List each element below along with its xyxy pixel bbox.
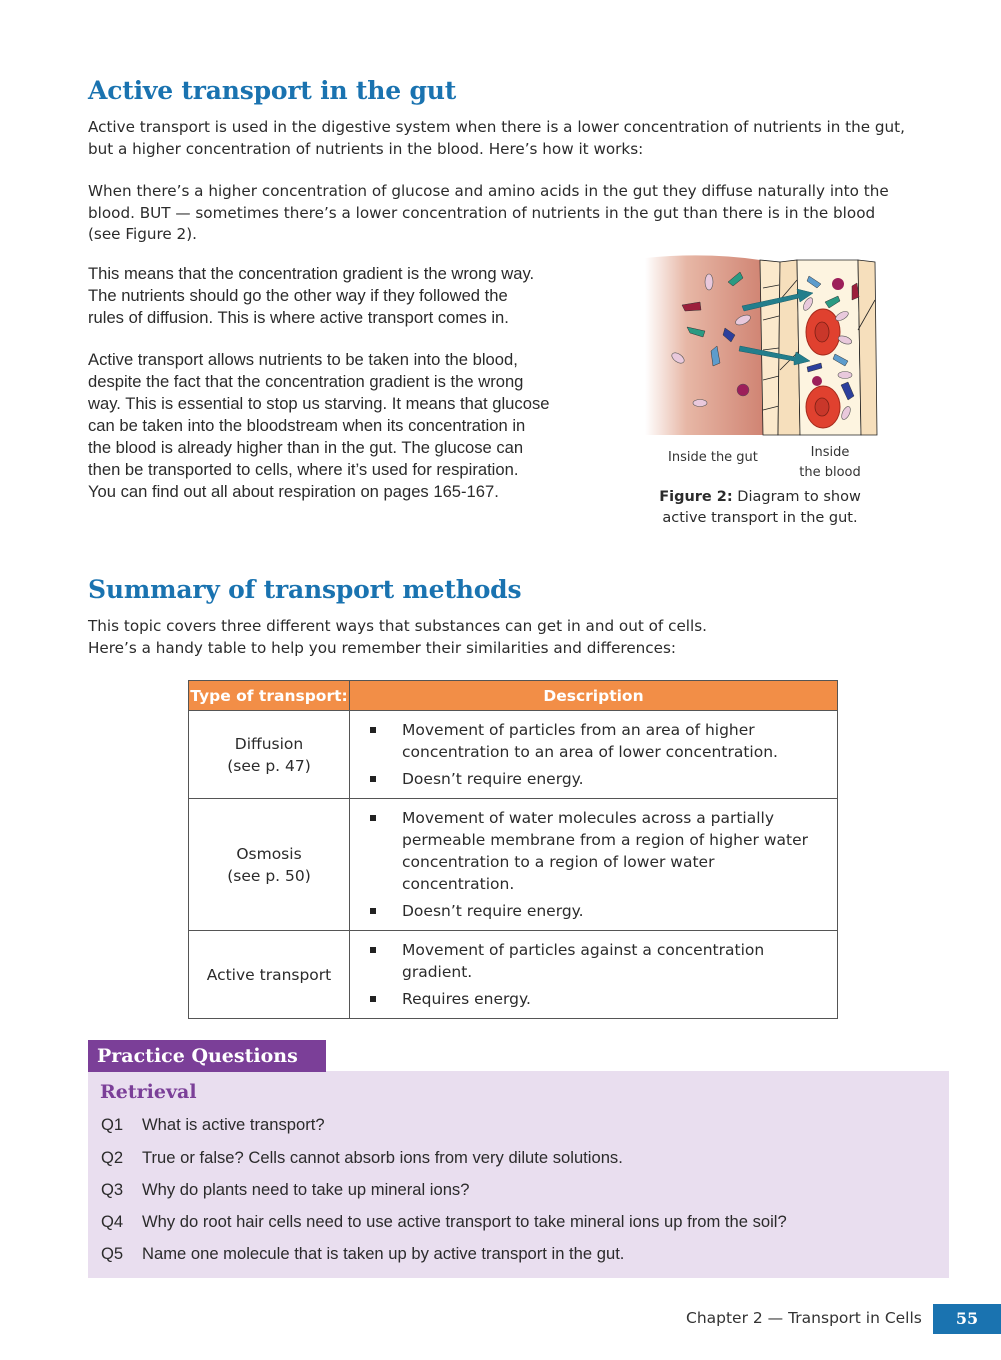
figure-number: Figure 2: [659, 489, 733, 505]
text-line: (see Figure 2). [88, 225, 197, 243]
bullet-text: Doesn’t require energy. [402, 770, 584, 788]
label-inside-blood [790, 443, 870, 483]
bullet-text: concentration to an area of lower concentration. [402, 743, 778, 761]
text-line: blood. BUT — sometimes there’s a lower concentration of nutrients in the gut than there is in the blood [88, 203, 876, 222]
header-type: Type of transport: [189, 681, 350, 711]
nutrient-concentration-paragraph [88, 181, 918, 246]
chapter-title-footer: Chapter 2 — Transport in Cells [686, 1309, 922, 1327]
bullet-item [350, 939, 831, 983]
question-text: Why do root hair cells need to use active transport to take mineral ions up from the soil? [142, 1212, 787, 1231]
text-line: This topic covers three different ways that substances can get in and out of cells. [88, 617, 707, 635]
bullet-item [350, 719, 831, 763]
figure-caption [645, 487, 875, 529]
bullet-item [350, 807, 831, 895]
retrieval-subheading: Retrieval [100, 1081, 197, 1103]
description-cell [350, 931, 838, 1019]
bullet-item [350, 900, 831, 922]
gradient-wrong-way-paragraph [88, 263, 588, 329]
transport-type-cell [189, 931, 350, 1019]
bullet-square-icon [370, 727, 376, 733]
text-line: despite the fact that the concentration gradient is the wrong [88, 372, 524, 391]
gut-lumen-region [645, 255, 763, 435]
bullet-text: Doesn’t require energy. [402, 902, 584, 920]
bullet-text: Movement of water molecules across a partially [402, 809, 775, 827]
question-item [101, 1212, 787, 1232]
text-line: rules of diffusion. This is where active transport comes in. [88, 308, 509, 327]
question-item [101, 1180, 469, 1200]
text-line: can be taken into the bloodstream when its concentration in [88, 416, 526, 435]
question-number: Q4 [101, 1212, 124, 1231]
question-text: Name one molecule that is taken up by active transport in the gut. [142, 1244, 625, 1263]
capillary-wall [778, 260, 800, 435]
text-line: You can find out all about respiration on pages 165-167. [88, 482, 499, 501]
gut-wall-cells [760, 260, 780, 435]
text-line: Here’s a handy table to help you remember their similarities and differences: [88, 638, 677, 657]
header-description: Description [350, 681, 838, 711]
question-number: Q5 [101, 1244, 124, 1263]
figure-active-transport-diagram [645, 250, 885, 440]
active-transport-explanation-paragraph [88, 349, 588, 503]
caption-text: Diagram to show [732, 489, 861, 505]
text-line: way. This is essential to stop us starving. It means that glucose [88, 394, 550, 413]
text-line: This means that the concentration gradient is the wrong way. [88, 264, 535, 283]
description-cell [350, 799, 838, 931]
type-name: Active transport [206, 965, 332, 984]
type-name: Osmosis [236, 844, 302, 863]
label-line: the blood [799, 465, 861, 480]
intro-paragraph [88, 117, 918, 160]
text-line: The nutrients should go the other way if they followed the [88, 286, 508, 305]
question-number: Q3 [101, 1180, 124, 1199]
bullet-text: Movement of particles from an area of higher [402, 721, 755, 739]
gut-blood-illustration [645, 250, 885, 440]
section-heading-active-transport-gut: Active transport in the gut [88, 76, 457, 105]
text-line: then be transported to cells, where it’s used for respiration. [88, 460, 519, 479]
transport-type-cell [189, 711, 350, 799]
question-text: Why do plants need to take up mineral ions? [142, 1180, 470, 1199]
page-number: 55 [933, 1304, 1001, 1334]
question-item [101, 1148, 623, 1168]
bullet-item [350, 768, 831, 790]
bullet-square-icon [370, 996, 376, 1002]
table-row [189, 711, 838, 799]
table-row [189, 931, 838, 1019]
type-name: Diffusion [234, 734, 304, 753]
bullet-text: concentration to a region of lower water concentration. [402, 853, 715, 893]
table-header-row [189, 681, 838, 711]
summary-intro-paragraph [88, 616, 788, 659]
label-inside-gut: Inside the gut [668, 450, 758, 465]
bullet-item [350, 988, 831, 1010]
bullet-square-icon [370, 947, 376, 953]
text-line: When there’s a higher concentration of glucose and amino acids in the gut they diffuse naturally into the [88, 182, 889, 200]
question-text: True or false? Cells cannot absorb ions from very dilute solutions. [142, 1148, 623, 1167]
transport-type-cell [189, 799, 350, 931]
label-line: Inside [810, 445, 850, 460]
table-row [189, 799, 838, 931]
type-reference: (see p. 50) [227, 866, 311, 885]
question-item [101, 1244, 624, 1264]
question-text: What is active transport? [142, 1115, 325, 1134]
bullet-square-icon [370, 908, 376, 914]
question-item [101, 1115, 325, 1135]
bullet-square-icon [370, 815, 376, 821]
bullet-square-icon [370, 776, 376, 782]
section-heading-summary: Summary of transport methods [88, 575, 522, 604]
type-reference: (see p. 47) [227, 756, 311, 775]
transport-methods-table [188, 680, 838, 1019]
question-number: Q2 [101, 1148, 124, 1167]
description-cell [350, 711, 838, 799]
bullet-text: Requires energy. [402, 990, 531, 1008]
text-line: Active transport is used in the digestive system when there is a lower concentration of nutrients in the gut, [88, 118, 905, 136]
caption-text: active transport in the gut. [662, 510, 858, 526]
text-line: Active transport allows nutrients to be taken into the blood, [88, 350, 518, 369]
text-line: but a higher concentration of nutrients in the blood. Here’s how it works: [88, 139, 644, 158]
text-line: the blood is already higher than in the gut. The glucose can [88, 438, 524, 457]
question-number: Q1 [101, 1115, 124, 1134]
bullet-text: Movement of particles against a concentration gradient. [402, 941, 765, 981]
practice-questions-tab: Practice Questions [88, 1040, 326, 1072]
bullet-text: permeable membrane from a region of higher water [402, 831, 808, 849]
